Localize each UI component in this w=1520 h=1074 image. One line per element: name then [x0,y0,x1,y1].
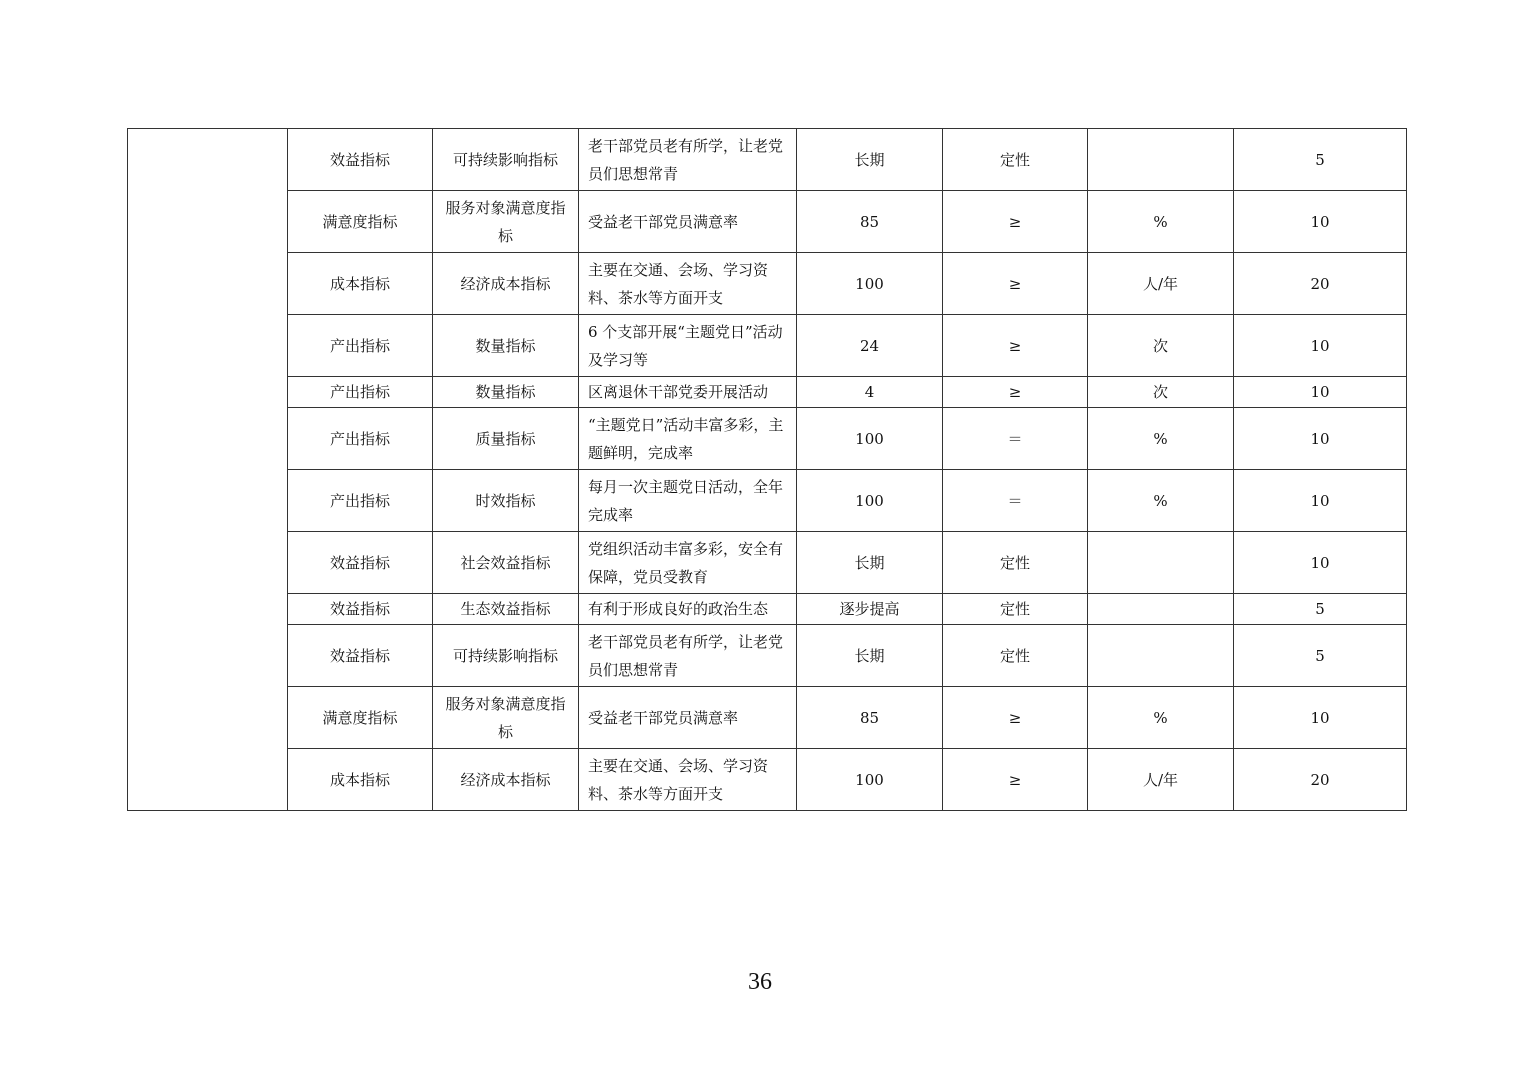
indicator-content-cell: 受益老干部党员满意率 [579,191,797,253]
unit-cell: 次 [1088,377,1234,408]
unit-cell: % [1088,408,1234,470]
table-row [128,687,1407,749]
operator-cell: ≥ [943,253,1088,315]
level2-indicator-cell: 服务对象满意度指标 [433,687,579,749]
page-number: 36 [748,969,772,995]
score-cell: 10 [1234,315,1407,377]
level2-indicator-cell: 数量指标 [433,315,579,377]
level1-indicator-cell: 效益指标 [288,532,433,594]
target-value-cell: 100 [797,470,943,532]
score-cell: 10 [1234,687,1407,749]
operator-cell: ≥ [943,315,1088,377]
score-cell: 10 [1234,470,1407,532]
target-value-cell: 4 [797,377,943,408]
table-row [128,191,1407,253]
operator-cell: ＝ [943,408,1088,470]
target-value-cell: 85 [797,191,943,253]
indicator-content-cell: 有利于形成良好的政治生态 [579,594,797,625]
score-cell: 10 [1234,532,1407,594]
level1-indicator-cell: 产出指标 [288,470,433,532]
level1-indicator-cell: 效益指标 [288,129,433,191]
level2-indicator-cell: 经济成本指标 [433,253,579,315]
target-value-cell: 逐步提高 [797,594,943,625]
target-value-cell: 长期 [797,625,943,687]
target-value-cell: 85 [797,687,943,749]
level2-indicator-cell: 数量指标 [433,377,579,408]
target-value-cell: 长期 [797,532,943,594]
level2-indicator-cell: 时效指标 [433,470,579,532]
level2-indicator-cell: 可持续影响指标 [433,129,579,191]
table-row [128,625,1407,687]
table-row [128,532,1407,594]
table-row [128,129,1407,191]
table-row [128,470,1407,532]
table-row [128,594,1407,625]
score-cell: 10 [1234,408,1407,470]
level1-indicator-cell: 产出指标 [288,408,433,470]
score-cell: 5 [1234,625,1407,687]
target-value-cell: 24 [797,315,943,377]
table-row [128,408,1407,470]
unit-cell: 人/年 [1088,749,1234,811]
target-value-cell: 100 [797,749,943,811]
level2-indicator-cell: 生态效益指标 [433,594,579,625]
level1-indicator-cell: 满意度指标 [288,687,433,749]
operator-cell: 定性 [943,129,1088,191]
performance-indicator-table [127,128,1407,811]
level1-indicator-cell: 满意度指标 [288,191,433,253]
operator-cell: ≥ [943,377,1088,408]
unit-cell: % [1088,191,1234,253]
indicator-content-cell: 老干部党员老有所学，让老党员们思想常青 [579,129,797,191]
operator-cell: ≥ [943,749,1088,811]
level2-indicator-cell: 社会效益指标 [433,532,579,594]
indicator-content-cell: 老干部党员老有所学，让老党员们思想常青 [579,625,797,687]
level2-indicator-cell: 服务对象满意度指标 [433,191,579,253]
operator-cell: 定性 [943,625,1088,687]
indicator-content-cell: 党组织活动丰富多彩，安全有保障，党员受教育 [579,532,797,594]
level1-indicator-cell: 产出指标 [288,377,433,408]
operator-cell: ≥ [943,687,1088,749]
level2-indicator-cell: 质量指标 [433,408,579,470]
operator-cell: 定性 [943,594,1088,625]
score-cell: 10 [1234,191,1407,253]
level1-indicator-cell: 成本指标 [288,749,433,811]
unit-cell [1088,594,1234,625]
unit-cell [1088,625,1234,687]
score-cell: 10 [1234,377,1407,408]
score-cell: 5 [1234,129,1407,191]
score-cell: 5 [1234,594,1407,625]
unit-cell: 人/年 [1088,253,1234,315]
table-row [128,377,1407,408]
table-row [128,315,1407,377]
unit-cell: % [1088,687,1234,749]
level2-indicator-cell: 经济成本指标 [433,749,579,811]
unit-cell [1088,129,1234,191]
target-value-cell: 100 [797,408,943,470]
indicator-content-cell: 6 个支部开展“主题党日”活动及学习等 [579,315,797,377]
indicator-content-cell: 主要在交通、会场、学习资料、茶水等方面开支 [579,749,797,811]
table-row [128,749,1407,811]
level1-indicator-cell: 产出指标 [288,315,433,377]
operator-cell: ＝ [943,470,1088,532]
indicator-content-cell: 区离退休干部党委开展活动 [579,377,797,408]
merged-left-cell [128,129,288,811]
level1-indicator-cell: 成本指标 [288,253,433,315]
score-cell: 20 [1234,749,1407,811]
unit-cell [1088,532,1234,594]
target-value-cell: 100 [797,253,943,315]
target-value-cell: 长期 [797,129,943,191]
score-cell: 20 [1234,253,1407,315]
operator-cell: 定性 [943,532,1088,594]
level2-indicator-cell: 可持续影响指标 [433,625,579,687]
level1-indicator-cell: 效益指标 [288,594,433,625]
level1-indicator-cell: 效益指标 [288,625,433,687]
indicator-content-cell: 每月一次主题党日活动，全年完成率 [579,470,797,532]
indicator-content-cell: 主要在交通、会场、学习资料、茶水等方面开支 [579,253,797,315]
indicator-content-cell: 受益老干部党员满意率 [579,687,797,749]
unit-cell: 次 [1088,315,1234,377]
table-row [128,253,1407,315]
unit-cell: % [1088,470,1234,532]
operator-cell: ≥ [943,191,1088,253]
indicator-content-cell: “主题党日”活动丰富多彩，主题鲜明，完成率 [579,408,797,470]
